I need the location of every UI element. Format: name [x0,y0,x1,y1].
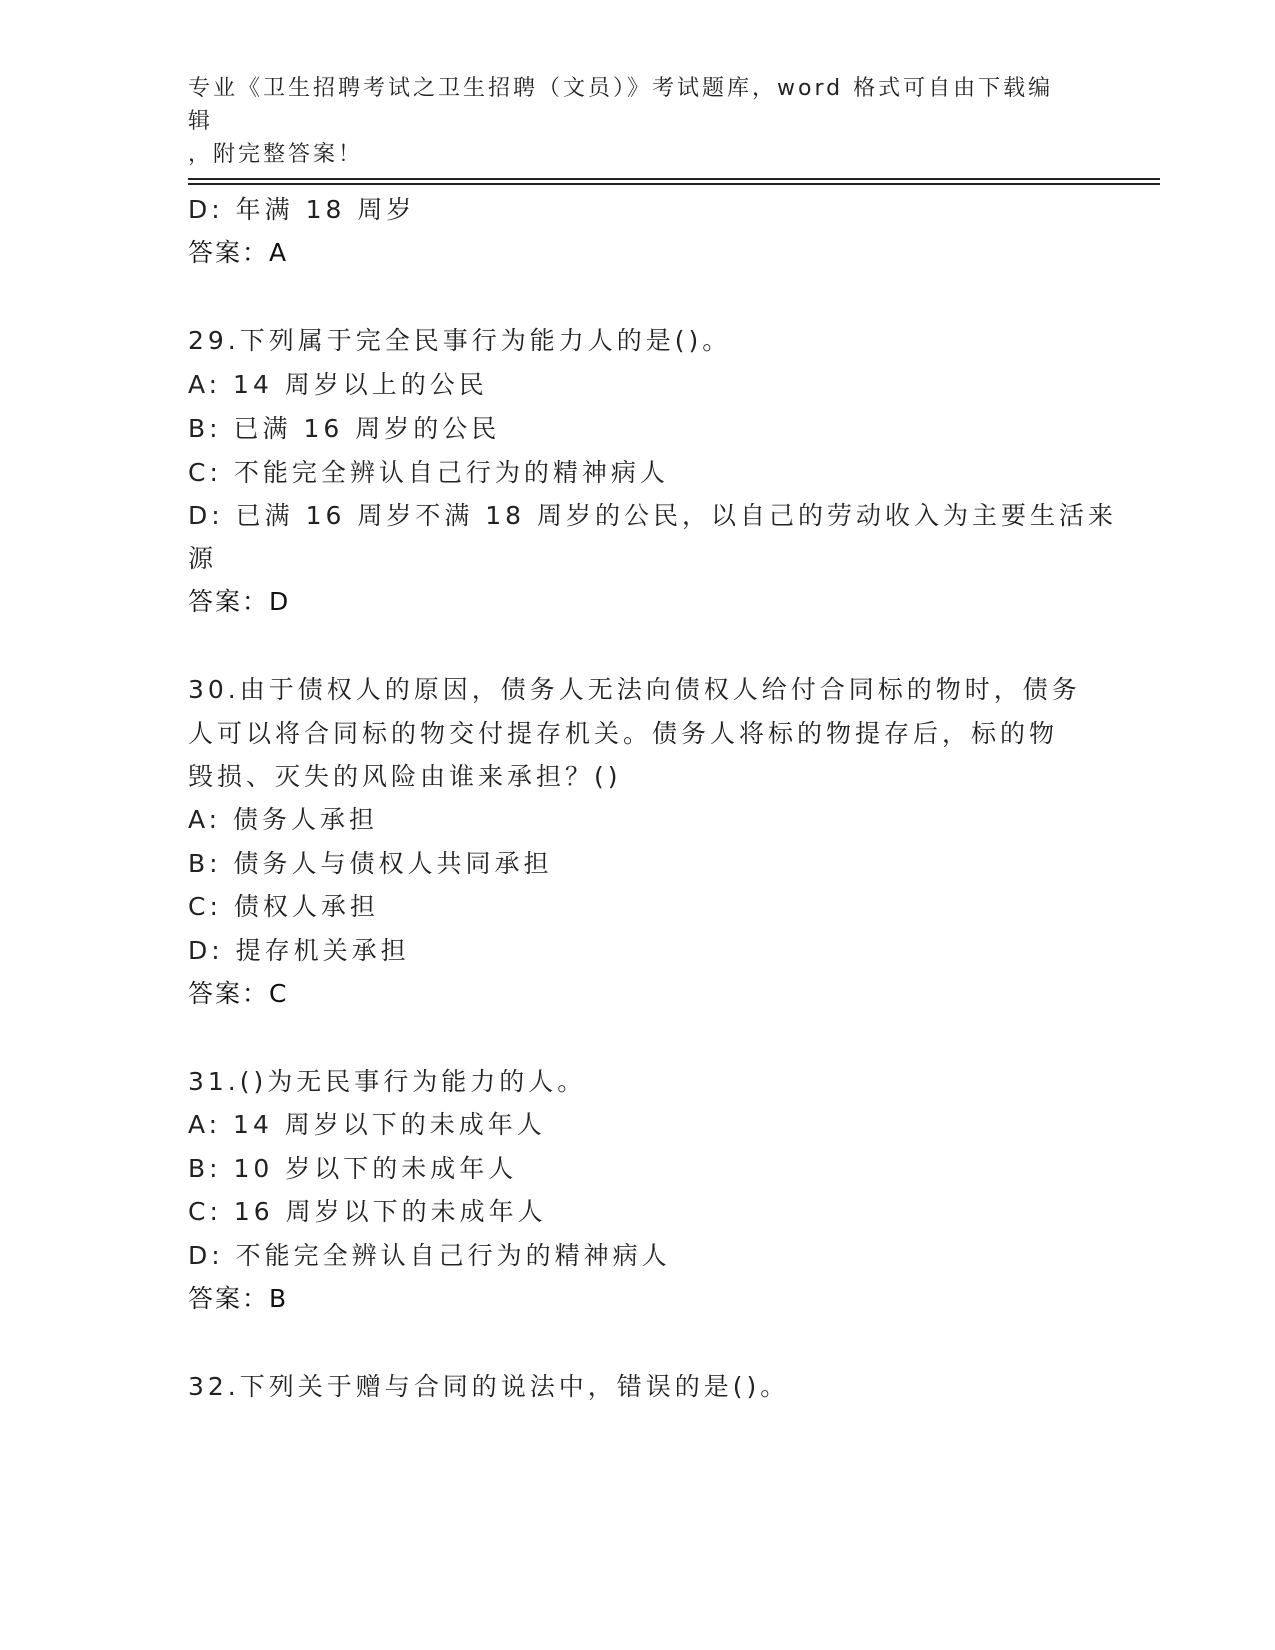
q30-option-b: B: 债务人与债权人共同承担 [188,849,553,878]
header-line-1: 专业《卫生招聘考试之卫生招聘（文员）》考试题库，word 格式可自由下载编辑 [188,76,1054,134]
prev-option-d: D: 年满 18 周岁 [188,195,416,224]
header-divider-top [188,178,1160,180]
q30-option-d: D: 提存机关承担 [188,936,410,965]
q30-option-a: A: 债务人承担 [188,805,379,834]
q30-stem-3: 毁损、灭失的风险由谁来承担？() [188,762,622,791]
q29-option-d: D: 已满 16 周岁不满 18 周岁的公民，以自己的劳动收入为主要生活来 [188,501,1118,530]
q31-answer: 答案：B [188,1284,289,1313]
header-line-2: ，附完整答案！ [188,142,364,167]
q31-option-a: A: 14 周岁以下的未成年人 [188,1110,546,1139]
q31-option-c: C: 16 周岁以下的未成年人 [188,1197,547,1226]
q29-answer: 答案：D [188,587,291,616]
q31-stem: 31.()为无民事行为能力的人。 [188,1067,587,1096]
q30-option-c: C: 债权人承担 [188,892,379,921]
q30-answer: 答案：C [188,979,289,1008]
header-divider-bottom [188,183,1160,185]
q32-stem: 32.下列关于赠与合同的说法中，错误的是()。 [188,1372,790,1401]
q30-stem-2: 人可以将合同标的物交付提存机关。债务人将标的物提存后，标的物 [188,719,1059,748]
q29-option-d-cont: 源 [188,544,218,573]
q31-option-b: B: 10 岁以下的未成年人 [188,1154,518,1183]
document-header [188,72,1068,171]
q29-option-a: A: 14 周岁以上的公民 [188,370,488,399]
q30-stem-1: 30.由于债权人的原因，债务人无法向债权人给付合同标的物时，债务 [188,675,1081,704]
prev-answer: 答案：A [188,238,289,267]
q31-option-d: D: 不能完全辨认自己行为的精神病人 [188,1241,671,1270]
q29-stem: 29.下列属于完全民事行为能力人的是()。 [188,326,732,355]
q29-option-b: B: 已满 16 周岁的公民 [188,414,501,443]
q29-option-c: C: 不能完全辨认自己行为的精神病人 [188,458,669,487]
